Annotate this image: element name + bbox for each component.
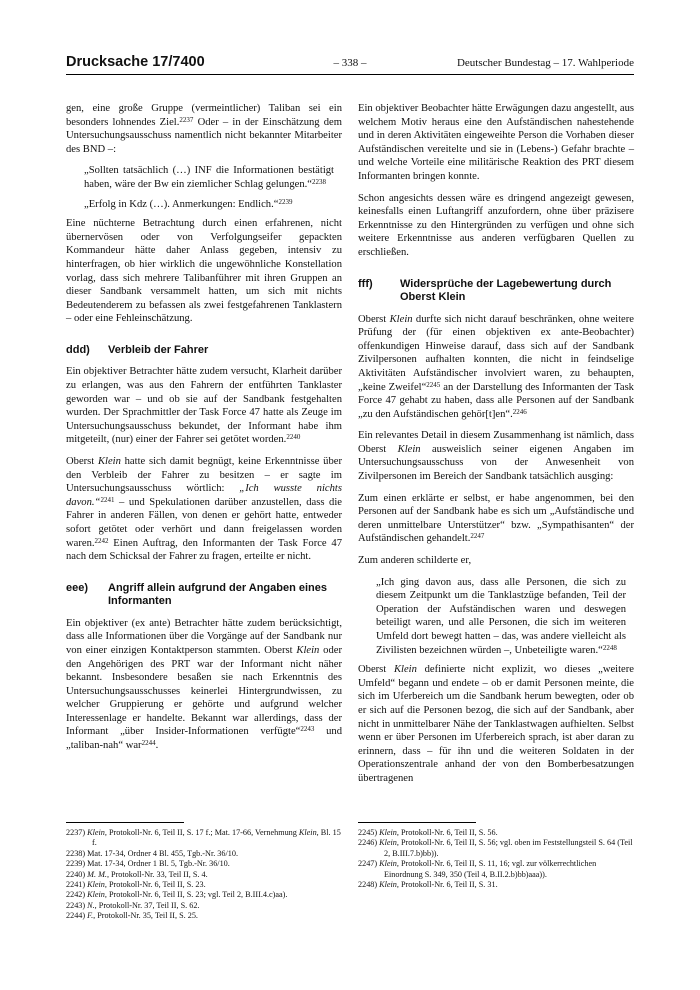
paragraph: Eine nüchterne Betrachtung durch einen erfahrenen, nicht übernervösen oder von Verfolgungseifer gepackten Kommandeur hätte daher Anlass gegeben, intensiv zu hinterfragen, ob hier wirklich die ungewöhnliche Konstellation vorlag, dass sich mehrere Talibanführer mit ihren Gruppen an dieser Sandbank versammelt hatten, um sich mit nichts Bedeutenderem zu befassen als zwei festgefahrenen Tanklastern – oder eine Fehleinschätzung. [66,218,342,325]
paragraph: Schon angesichts dessen wäre es dringend angezeigt gewesen, keinesfalls einen Luftangriff anzufordern, ohne über präzisere Erkenntnisse zu den Hintergründen zu verfügen und ohne sich weitere Erkenntnisse aus anderen verfügbaren Quellen zu erschließen. [358,192,634,258]
footnote: 2247) Klein, Protokoll-Nr. 6, Teil II, S. 11, 16; vgl. zur völkerrechtlichen Einordnung S. 349, 350 (Teil 4, B.II.2.b)bb)aaa)). [358,859,597,879]
page-header [66,54,634,76]
page-number: – 338 – [333,57,367,69]
paragraph: Ein relevantes Detail in diesem Zusammenhang ist nämlich, dass Oberst Klein ausweislich seiner eigenen Angaben im Untersuchungsausschuss von der Anwesenheit von Zivilpersonen im Bereich der Sandbank tatsächlich ausging: [358,430,634,483]
footnote: 2240) M. M., Protokoll-Nr. 33, Teil II, S. 4. [66,869,208,879]
paragraph: gen, eine große Gruppe (vermeintlicher) Taliban sei ein besonders lohnendes Ziel.$^{2237}$ Oder – in der Einschätzung dem Untersuchungsausschuss namentlich nicht bekannter Mitarbeiter des BND –: [66,103,342,155]
paragraph: Ein objektiver (ex ante) Betrachter hätte zudem berücksichtigt, dass alle Informationen über die Vorgänge auf der Sandbank nur von einer einzigen Kontaktperson stammten. Oberst Klein oder den Angehörigen des PRT war der Informant nicht näher bekannt. Insbesondere besaßen sie nach Erkenntnis des Untersuchungsausschusses keinerlei Hintergrundwissen, zu welcher Gruppierung er gehörte und aufgrund welcher Interessenlage er handelte. Bekannt war allerdings, dass der Informant „über Insider-Informationen verfügte“$^{2243}$ und „taliban-nah“ war$^{2244}$. [66,617,342,752]
paragraph: Ein objektiver Beobachter hätte Erwägungen dazu angestellt, aus welchem Motiv heraus eine den Aufständischen nahestehende und in deren Aktivitäten eingeweihte Person die Vorhaben dieser Aufständischen vereitelte und sie in (Lebens-) Gefahr brachte – und welche Vorteile eine militärische Reaktion des PRT diesem Informanten bringen konnte. [358,103,634,182]
footnote-separator [358,822,476,823]
paragraph: Zum einen erklärte er selbst, er habe angenommen, bei den Personen auf der Sandbank habe es sich um „Aufständische und deren unmittelbare Unterstützer“ bzw. „Sympathisanten“ der Aufständischen gehandelt.$^{2247}$ [358,492,634,545]
footnote: 2246) Klein, Protokoll-Nr. 6, Teil II, S. 56; vgl. oben im Feststellungsteil S. 64 (Teil 2, B.III.7.b)bb)). [358,838,633,858]
paragraph: Oberst Klein hatte sich damit begnügt, keine Erkenntnisse über den Verbleib der Fahrer zu besitzen – er sagte im Untersuchungsausschuss wörtlich: „Ich wusste nichts davon.“$^{2241}$ – und Spekulationen darüber anzustellen, dass die Fahrer in anderen Fällen, von denen er gehört hatte, entweder sofort getötet oder verhört und dann freigelassen worden waren.$^{2242}$ Einen Auftrag, den Informanten der Task Force 47 nach dem Schicksal der Fahrer zu fragen, erteilte er nicht. [66,455,342,563]
footnote: 2243) N., Protokoll-Nr. 37, Teil II, S. 62. [66,900,200,910]
footnote: 2248) Klein, Protokoll-Nr. 6, Teil II, S. 31. [358,880,498,890]
footnote: 2245) Klein, Protokoll-Nr. 6, Teil II, S. 56. [358,828,498,837]
footnote: 2241) Klein, Protokoll-Nr. 6, Teil II, S. 23. [66,880,206,890]
right-column [358,102,634,794]
section-heading-eee: eee) Angriff allein aufgrund der Angaben eines Informanten [66,581,328,608]
footnotes-right [358,822,634,890]
section-heading-fff: fff) Widersprüche der Lagebewertung durch Oberst Klein [358,277,612,304]
paragraph: Zum anderen schilderte er, [358,555,472,567]
publication-id: Drucksache 17/7400 [66,54,205,70]
quote: „Erfolg in Kdz (…). Anmerkungen: Endlich.“$^{2239}$ [84,197,293,210]
quote: „Ich ging davon aus, dass alle Personen, die sich zu diesem Zeitpunkt um die Tanklastzüge befanden, Teil der Operation der Aufständischen waren und deswegen beteiligt waren, und alle Personen, die sich im weiteren Umfeld dort bewegt hatten – das, was andere vielleicht als Zivilisten bezeichnen würden –, Unbeteiligte waren.“$^{2248}$ [376,576,626,656]
footnote: 2242) Klein, Protokoll-Nr. 6, Teil II, S. 23; vgl. Teil 2, B.III.4.c)aa). [66,890,288,900]
section-heading-ddd: ddd) Verbleib der Fahrer [66,343,209,356]
footnote-separator [66,822,184,823]
footnotes-left [66,822,342,922]
paragraph: Ein objektiver Betrachter hätte zudem versucht, Klarheit darüber zu erlangen, was aus den Fahrern der entführten Tanklaster geworden war – und ob sie auf der Sandbank festgehalten wurden. Der Sprachmittler der Task Force 47 hatte als Zeuge im Untersuchungsausschuss bekundet, der Informant habe ihm mitgeteilt, (nur) einer der Fahrer sei getötet worden.$^{2240}$ [66,366,342,446]
quote: „Sollten tatsächlich (…) INF die Informationen bestätigt haben, wäre der Bw ein ziemlicher Schlag gelungen.“$^{2238}$ [84,165,334,190]
footnote: 2238) Mat. 17-34, Ordner 4 Bl. 455, Tgb.-Nr. 36/10. [66,848,239,858]
left-column [66,102,342,761]
parliament-label: Deutscher Bundestag – 17. Wahlperiode [456,57,634,69]
footnote: 2237) Klein, Protokoll-Nr. 6, Teil II, S. 17 f.; Mat. 17-66, Vernehmung Klein, Bl. 15 f. [66,828,341,848]
paragraph: Oberst Klein definierte nicht explizit, wo dieses „weitere Umfeld“ begann und endete – ob er damit Personen meinte, die sich im Uferbereich um die Sandbank herum bewegten, oder ob er sich auf die Personen bezog, die sich auf der Sandbank, aber nicht in unmittelbarer Nähe der Tanklastwagen aufhielten. Selbst wenn er über Personen im Uferbereich sprach, ist aber daran zu erinnern, dass – für ihn und die weiteren Soldaten in der Operationszentrale anhand der von den Bomberbesatzungen übertragenen [358,664,634,784]
header-rule [66,74,634,75]
footnote: 2239) Mat. 17-34, Ordner 1 Bl. 5, Tgb.-Nr. 36/10. [66,859,230,869]
paragraph: Oberst Klein durfte sich nicht darauf beschränken, ohne weitere Prüfung der (für einen objektiven ex ante-Beobachter) offenkundigen Hinweise darauf, dass sich auf der Sandbank Zivilpersonen aufhalten konnten, die nicht in feindselige Aktivitäten Aufständischer involviert waren, zu behaupten, „keine Zweifel“$^{2245}$ an der Darstellung des Informanten der Task Force 47 gehabt zu haben, dass alle Personen auf der Sandbank „zu den Aufständischen gehör[t]en“.$^{2246}$ [358,313,634,420]
footnote: 2244) F., Protokoll-Nr. 35, Teil II, S. 25. [66,911,198,921]
